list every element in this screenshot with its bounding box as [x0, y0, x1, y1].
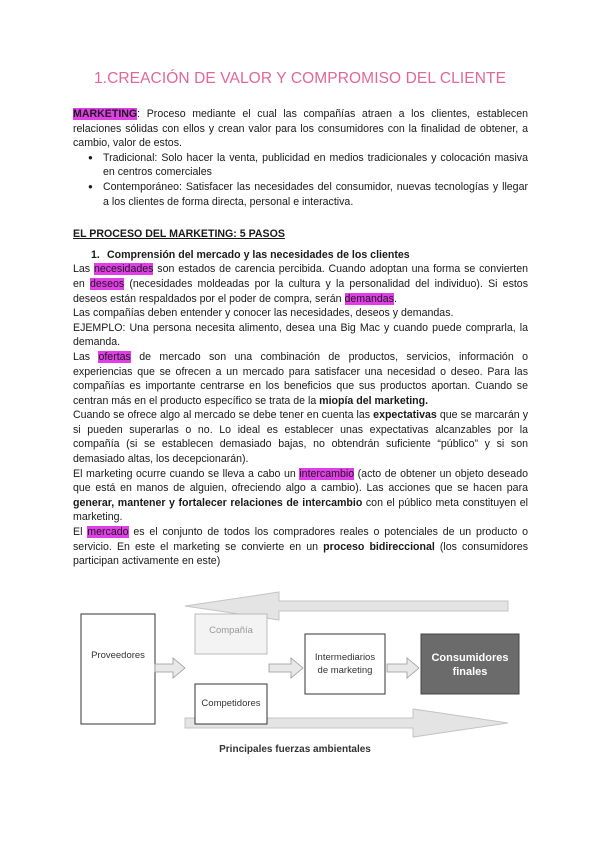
- document-body: [73, 107, 528, 569]
- paragraph-exchange: [73, 467, 528, 525]
- paragraph-expectations: [73, 408, 528, 466]
- highlight-deseos: deseos: [89, 277, 125, 290]
- marketing-types-list: [73, 151, 528, 209]
- bold-expectativas: expectativas: [373, 409, 437, 422]
- text: Las: [73, 263, 94, 276]
- consumidores-label-2: finales: [452, 666, 488, 678]
- step-title: Comprensión del mercado y las necesidades de los clientes: [107, 248, 410, 261]
- consumidores-box: [421, 634, 519, 694]
- marketing-definition: [73, 107, 528, 151]
- competidores-label: Competidores: [201, 698, 261, 709]
- text: : Una persona necesita alimento, desea una Big Mac y cuando puede comprarla, la demanda.: [73, 321, 528, 349]
- consumidores-label-1: Consumidores: [431, 652, 509, 664]
- text: .: [393, 292, 397, 305]
- paragraph-market: [73, 525, 528, 569]
- diagram-svg: [73, 588, 528, 760]
- arrow-intermediarios: [387, 658, 419, 678]
- highlight-ofertas: ofertas: [98, 350, 131, 363]
- highlight-mercado: mercado: [87, 526, 129, 539]
- proveedores-label: Proveedores: [91, 650, 145, 661]
- diagram-caption: Principales fuerzas ambientales: [219, 744, 371, 755]
- text: de mercado son una combinación de productos, servicios, información o experiencias que se ofrecen a un mercado para satisfacer una necesidad o deseo. Para las compañías es importante centrarse en los beneficios que sus productos aportan. Cuando se centran más en el producto específico se trata de la: [73, 350, 528, 407]
- text: El marketing ocurre cuando se lleva a cabo un: [73, 467, 300, 480]
- example-label: EJEMPLO: [73, 321, 123, 334]
- bold-miopia: miopía del marketing.: [319, 394, 429, 407]
- text: Cuando se ofrece algo al mercado se debe tener en cuenta las: [73, 409, 374, 422]
- text: (los consumidores participan activamente en este): [73, 540, 528, 568]
- arrow-proveedores: [155, 658, 185, 678]
- highlight-necesidades: necesidades: [93, 263, 154, 276]
- intermediarios-box: [305, 634, 385, 694]
- arrow-compania: [269, 658, 303, 678]
- marketing-term: MARKETING: [73, 108, 138, 120]
- text: (acto de obtener un objeto deseado que está en manos de alguien, ofreciendo algo a cambio). Las acciones que se hacen para: [73, 467, 528, 495]
- text: son estados de carencia percibida. Cuando adoptan una forma se convierten en: [73, 263, 528, 290]
- step-heading: [73, 248, 528, 263]
- section-heading: EL PROCESO DEL MARKETING: 5 PASOS: [73, 228, 285, 241]
- list-item: ● Tradicional: Solo hacer la venta, publicidad en medios tradicionales y colocación masiva en centros comerciales: [103, 151, 528, 180]
- intermediarios-label-1: Intermediarios: [314, 652, 376, 663]
- text: Las: [73, 350, 99, 363]
- paragraph-companies: Las compañías deben entender y conocer las necesidades, deseos y demandas.: [73, 307, 454, 320]
- paragraph-offers: [73, 350, 528, 408]
- text: es el conjunto de todos los compradores reales o potenciales de un producto o servicio. En este el marketing se convierte en un: [73, 526, 528, 553]
- text: que se marcarán y si pueden superarlas o no. Lo ideal es establecer unas expectativas alcanzables por la compañía (si se establecen demasiado bajas, no obtendrán suficiente “público” y si son demasiado altas, los decepcionarán).: [73, 409, 528, 466]
- intermediarios-label-2: de marketing: [317, 665, 373, 676]
- step-number: 1.: [91, 248, 100, 261]
- list-item: ● Contemporáneo: Satisfacer las necesidades del consumidor, nuevas tecnologías y llegar a los clientes de forma directa, personal e interactiva.: [103, 180, 528, 209]
- highlight-demandas: demandas: [344, 292, 394, 305]
- text: (necesidades moldeadas por la cultura y la personalidad del individuo). Si estos deseos están respaldados por el poder de compra, serán: [73, 277, 528, 305]
- text: con el público meta constituyen el marketing.: [73, 496, 528, 524]
- compania-label: Compañía: [209, 625, 253, 636]
- bold-relaciones: generar, mantener y fortalecer relaciones de intercambio: [73, 496, 363, 509]
- marketing-definition-text: : Proceso mediante el cual las compañías atraen a los clientes, establecen relaciones sólidas con ellos y crean valor para los consumidores con la finalidad de obtener, a cambio, valor de estos.: [73, 108, 528, 150]
- paragraph-example: [73, 321, 528, 350]
- marketing-system-diagram: [73, 588, 528, 760]
- page-title: 1.CREACIÓN DE VALOR Y COMPROMISO DEL CLIENTE: [93, 70, 507, 87]
- paragraph-needs: [73, 262, 528, 306]
- highlight-intercambio: intercambio: [299, 467, 355, 480]
- bold-bidireccional: proceso bidireccional: [323, 540, 435, 553]
- text: El: [73, 526, 88, 539]
- proveedores-box: [81, 614, 155, 724]
